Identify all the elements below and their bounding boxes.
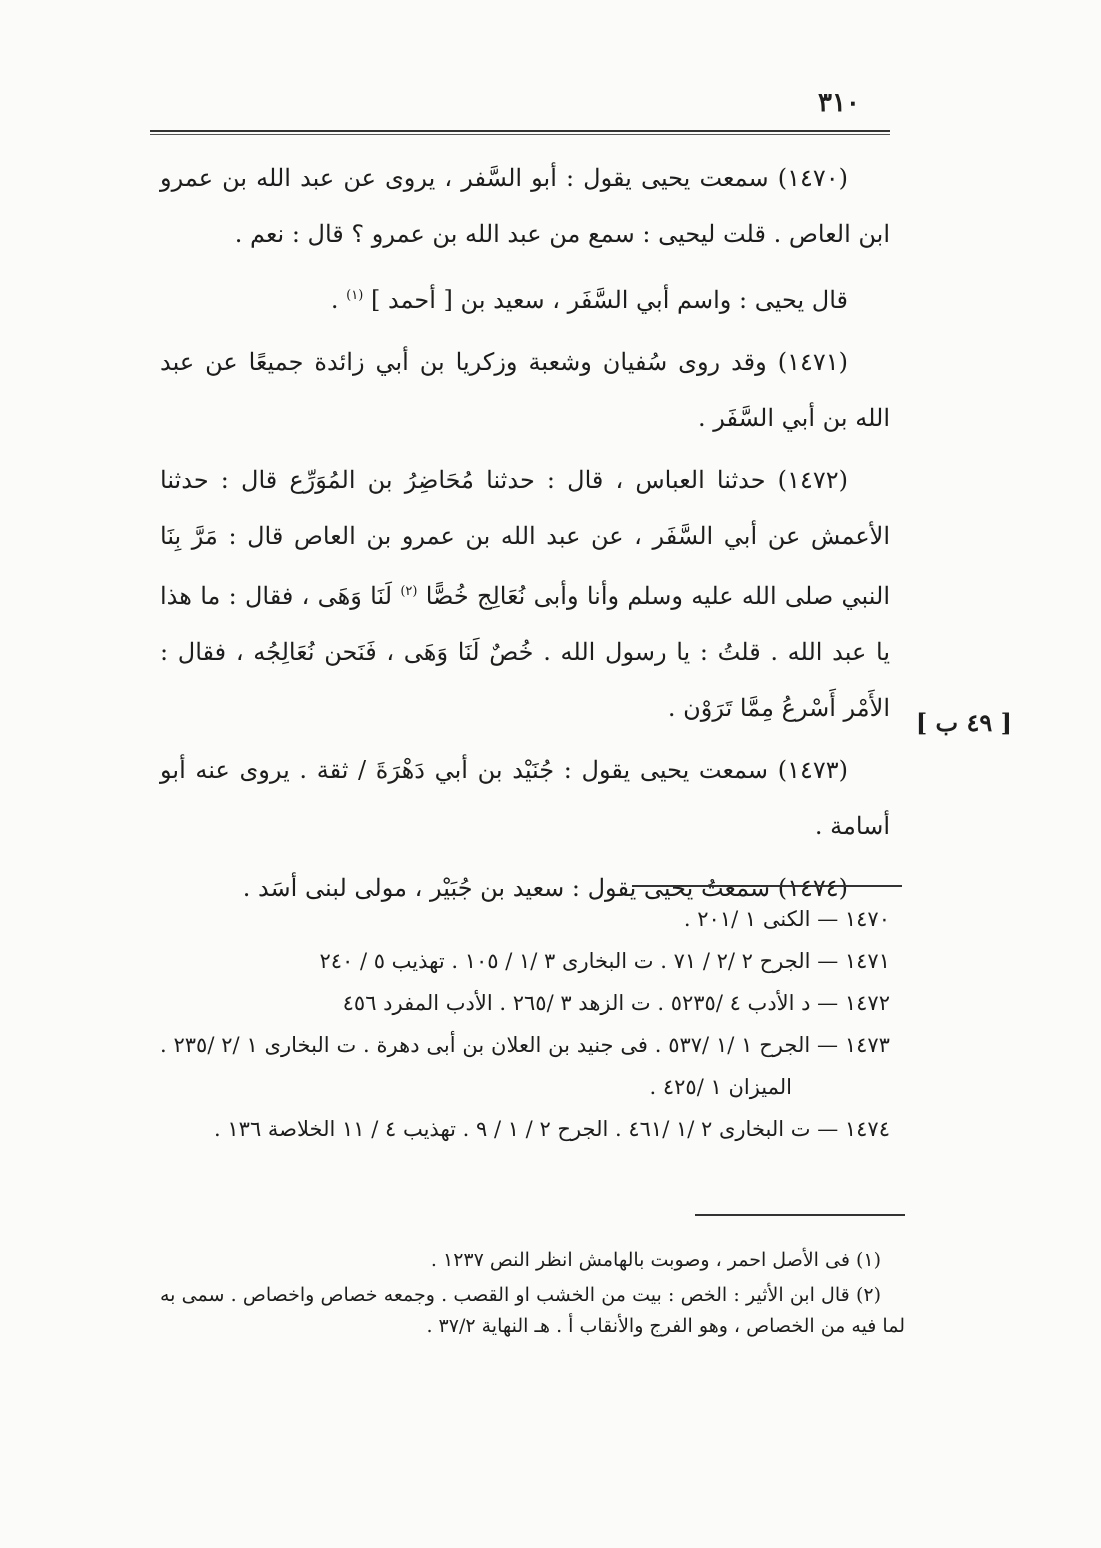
paragraph-1470-note	[160, 268, 890, 328]
footnote-ref-2: (٢)	[400, 584, 418, 599]
main-text	[160, 150, 890, 922]
paragraph-1470-note-tail: .	[330, 286, 339, 314]
reference-1471: ١٤٧١ — الجرح ٢ /٢ / ٧١ . ت البخارى ٣ /١ / ١٠٥ . تهذيب ٥ / ٢٤٠	[319, 949, 890, 973]
paragraph-1470: (١٤٧٠) سمعت يحيى يقول : أبو السَّفر ، يروى عن عبد الله بن عمرو ابن العاص . قلت ليحيى : سمع من عبد الله بن عمرو ؟ قال : نعم .	[160, 164, 890, 248]
reference-1470: ١٤٧٠ — الكنى ١ /٢٠١ .	[683, 907, 890, 931]
paragraph-1472-part-1: (١٤٧٢) حدثنا العباس ، قال : حدثنا مُحَاضِرُ بن المُوَرِّع قال : حدثنا الأعمش عن أبي السَّفَر ، عن عبد الله بن عمرو بن العاص قال : مَرَّ بِنَا النبي صلى الله عليه وسلم وأنا وأبى نُعَالِج خُصًّا	[160, 466, 890, 610]
paragraph-1470-note-text: قال يحيى : واسم أبي السَّفَر ، سعيد بن [ أحمد ]	[370, 286, 848, 314]
paragraph-1473: (١٤٧٣) سمعت يحيى يقول : جُنَيْد بن أبي دَهْرَةَ / ثقة . يروى عنه أبو أسامة .	[160, 756, 890, 840]
paragraph-1474: (١٤٧٤) سمعتُ يحيى يقول : سعيد بن جُبَيْر ، مولى لبنى أسَد .	[242, 874, 848, 902]
footnote-2: (٢) قال ابن الأثير : الخص : بيت من الخشب او القصب . وجمعه خصاص واخصاص . سمى به لما فيه من الخصاص ، وهو الفرج والأنقاب أ . هـ النهاية ٣٧/٢ .	[160, 1284, 905, 1337]
footnotes-rule	[695, 1214, 905, 1216]
references-list	[160, 898, 890, 1150]
reference-1473: ١٤٧٣ — الجرح ١ /١ /٥٣٧ . فى جنيد بن العلان بن أبى دهرة . ت البخارى ١ /٢ /٢٣٥ . الميزان ١ /٤٢٥ .	[160, 1033, 890, 1099]
paragraph-1471: (١٤٧١) وقد روى سُفيان وشعبة وزكريا بن أبي زائدة جميعًا عن عبد الله بن أبي السَّفَر .	[160, 348, 890, 432]
page-number: ٣١٠	[818, 88, 860, 118]
footnote-1: (١) فى الأصل احمر ، وصوبت بالهامش انظر النص ١٢٣٧ .	[430, 1249, 881, 1271]
references-rule	[632, 885, 902, 887]
reference-1472: ١٤٧٢ — د الأدب ٤ /٥٢٣٥ . ت الزهد ٣ /٢٦٥ . الأدب المفرد ٤٥٦	[342, 991, 890, 1015]
paragraph-1472	[160, 452, 890, 736]
header-rule	[150, 130, 890, 135]
footnotes-list	[160, 1245, 905, 1346]
paragraph-1472-part-2: لَنَا وَهَى ، فقال : ما هذا يا عبد الله . قلتُ : يا رسول الله . خُصٌ لَنَا وَهَى ، فَنَحن نُعَالِجُه ، فقال : الأَمْر أَسْرعُ مِمَّا تَرَوْن .	[160, 582, 890, 722]
footnote-ref-1: (١)	[346, 288, 364, 303]
reference-1474: ١٤٧٤ — ت البخارى ٢ /١ /٤٦١ . الجرح ٢ / ١ / ٩ . تهذيب ٤ / ١١ الخلاصة ١٣٦ .	[214, 1117, 890, 1141]
margin-folio-note: [ ٤٩ ب ]	[915, 708, 1012, 737]
